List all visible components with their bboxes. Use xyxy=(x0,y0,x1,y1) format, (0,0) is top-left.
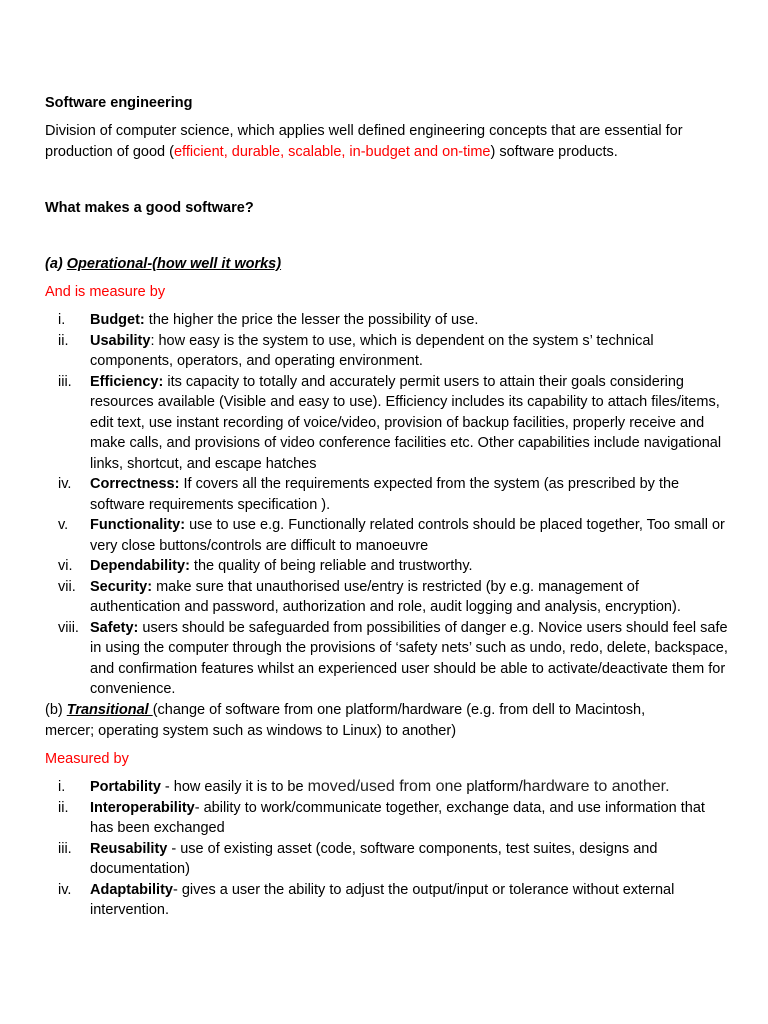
item-text: make sure that unauthorised use/entry is restricted (by e.g. management of authentication and password, authorization and role, audit logging and analysis, encryption). xyxy=(90,578,681,615)
item-number: viii. xyxy=(58,619,79,636)
section-a-heading xyxy=(45,254,281,274)
list-item xyxy=(0,777,768,798)
item-number: i. xyxy=(58,312,66,328)
section-b-label: Transitional xyxy=(66,702,153,718)
item-term: Reusability xyxy=(90,840,168,857)
section-a-label: Operational-(how well it works) xyxy=(66,256,282,272)
item-text: : how easy is the system to use, which is dependent on the system s’ technical components, operators, and operating environment. xyxy=(90,332,654,369)
list-item xyxy=(0,474,768,515)
item-number: vi. xyxy=(58,558,73,574)
item-term: Interoperability xyxy=(90,799,195,816)
item-number: vii. xyxy=(58,578,76,595)
section-b-measure: Measured by xyxy=(45,751,129,767)
list-item xyxy=(0,618,768,700)
item-text: - use of existing asset (code, software components, test suites, designs and documentation) xyxy=(90,840,658,877)
item-text: users should be safeguarded from possibilities of danger e.g. Novice users should feel safe in using the computer through the provisions of ‘safety nets’ such as undo, redo, delete, backspace, and confirmation features whilst an experienced user should be able to activate/deactivate them for convenience. xyxy=(90,619,728,697)
item-term: Budget: xyxy=(90,312,145,328)
item-text: its capacity to totally and accurately permit users to attain their goals considering resources available (Visible and easy to use). Efficiency includes its capability to attach files/items, edit text, use instant recording of voice/video, provision of backup facilities, properly receive and make calls, and provisions of video conference facilities etc. Other capabilities include navigational links, shortcut, and escape hatches xyxy=(90,373,722,472)
item-number: iii. xyxy=(58,840,72,857)
section-a-list xyxy=(0,310,768,700)
item-term: Correctness: xyxy=(90,476,180,492)
item-term: Adaptability xyxy=(90,881,173,898)
item-number: ii. xyxy=(58,799,69,816)
item-text: platform/ xyxy=(462,779,523,795)
item-text: - how easily it is to be xyxy=(160,779,308,795)
item-term: Functionality: xyxy=(90,517,186,533)
item-text: use to use e.g. Functionally related controls should be placed together, Too small or very close buttons/controls are difficult to manoeuvre xyxy=(90,517,725,554)
list-item xyxy=(0,372,768,475)
section-a-measure: And is measure by xyxy=(45,284,166,300)
section-b-paragraph xyxy=(45,700,685,741)
list-item xyxy=(0,556,768,577)
item-number: i. xyxy=(58,779,66,795)
item-text: If covers all the requirements expected from the system (as prescribed by the software requirements specification ). xyxy=(90,476,680,513)
item-number: ii. xyxy=(58,332,69,349)
item-term: Dependability: xyxy=(90,558,190,574)
item-term: Safety: xyxy=(90,619,139,636)
intro-paragraph xyxy=(45,121,725,162)
item-term: Usability xyxy=(90,332,151,349)
section-b-prefix: (b) xyxy=(45,702,67,718)
item-text: - ability to work/communicate together, exchange data, and use information that has been exchanged xyxy=(90,799,705,836)
item-term: Efficiency: xyxy=(90,373,164,390)
item-number: iii. xyxy=(58,373,72,390)
list-item xyxy=(0,515,768,556)
list-item xyxy=(0,880,768,921)
section-a-prefix: (a) xyxy=(45,256,67,272)
item-term: Portability xyxy=(90,779,161,795)
item-text-large: moved/used from one xyxy=(307,778,463,795)
item-text: the higher the price the lesser the possibility of use. xyxy=(144,312,479,328)
document-title: Software engineering xyxy=(45,95,193,111)
intro-text-start: Division of computer science, which applies well defined engineering concepts that are essential for production of good ( xyxy=(45,123,683,160)
section-b-text: (change of software from one platform/hardware (e.g. from dell to Macintosh, mercer; operating system such as windows to Linux) to another) xyxy=(45,702,646,739)
item-text-large: hardware to another. xyxy=(522,778,670,795)
list-item xyxy=(0,798,768,839)
item-number: iv. xyxy=(58,476,72,492)
intro-highlight: efficient, durable, scalable, in-budget and on-time xyxy=(173,143,491,160)
item-text: - gives a user the ability to adjust the output/input or tolerance without external intervention. xyxy=(90,881,675,918)
list-item xyxy=(0,577,768,618)
item-number: v. xyxy=(58,517,69,533)
list-item xyxy=(0,331,768,372)
item-number: iv. xyxy=(58,881,72,898)
question-heading: What makes a good software? xyxy=(45,200,254,216)
intro-text-end: ) software products. xyxy=(490,143,618,160)
section-b-list xyxy=(0,777,768,921)
list-item xyxy=(0,839,768,880)
list-item xyxy=(0,310,768,331)
item-text: the quality of being reliable and trustworthy. xyxy=(189,558,473,574)
item-term: Security: xyxy=(90,578,153,595)
